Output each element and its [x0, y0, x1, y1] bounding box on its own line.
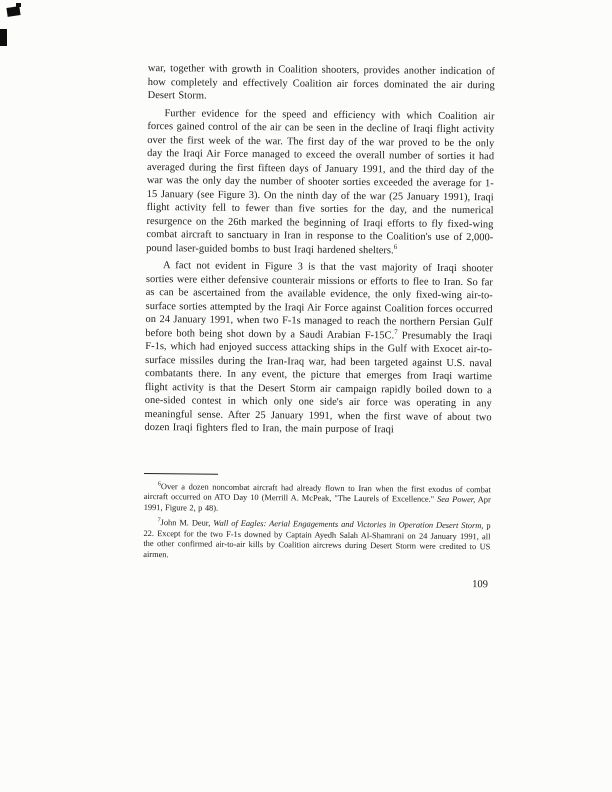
body-paragraph — [144, 259, 493, 438]
paragraph-text: Further evidence for the speed and efficiency with which Coalition air forces gained control of the air can be seen in the decline of Iraqi flight activity over the first week of the war. The first day of the war proved to be the only day the Iraqi Air Force managed to exceed the overall number of sorties it had averaged during the first fifteen days of January 1991, and the third day of the war was the only day the number of shooter sorties exceeded the average for 1-15 January (see Figure 3). On the ninth day of the war (25 January 1991), Iraqi flight activity fell to fewer than five sorties for the day, and the numerical resurgence on the 26th marked the beginning of Iraqi efforts to fly fixed-wing combat aircraft to sanctuary in Iran in response to the Coalition's use of 2,000-pound laser-guided bombs to bust Iraqi hardened shelters. — [146, 107, 495, 256]
footnote-italic-title: Sea Power, — [437, 494, 476, 505]
footnote-7 — [143, 518, 490, 564]
footnote-separator-rule — [144, 472, 218, 474]
footnote-marker: 6 — [157, 480, 161, 487]
text-block — [143, 62, 495, 590]
page-number: 109 — [472, 578, 489, 590]
paragraph-text: A fact not evident in Figure 3 is that the vast majority of Iraqi shooter sorties were either defensive counterair missions or efforts to flee to Iran. So far as can be ascertained from the available evidence, the only fixed-wing air-to-surface sorties attempted by the Iraqi Air Force against Coalition forces occurred on 24 January 1991, when two F-1s managed to reach the northern Persian Gulf before both being shot down by a Saudi Arabian F-15C. — [145, 260, 494, 341]
footnote-reference-6: 6 — [393, 243, 398, 251]
body-paragraph-continuation — [148, 62, 495, 106]
paragraph-text: war, together with growth in Coalition shooters, provides another indication of how completely and effectively Coalition air forces dominated the air during Desert Storm. — [147, 62, 495, 102]
footnote-text: p 22. Except for the two F-1s downed by Captain Ayedh Salah Al-Shamrani on 24 January 1991, all the other confirmed air-to-air kills by Coalition aircrews during Desert Storm were credited to US airmen. — [143, 521, 491, 560]
footnote-reference-7: 7 — [394, 328, 398, 336]
footnote-6 — [144, 481, 491, 516]
scan-artifact — [16, 3, 21, 7]
footnote-text: Over a dozen noncombat aircraft had already flown to Iran when the first exodus of combat aircraft occurred on ATO Day 10 (Merrill A. McPeak, "The Laurels of Excellence." — [143, 481, 491, 504]
scan-artifact — [0, 29, 7, 46]
footnote-text: John M. Deur, — [160, 518, 214, 528]
footnote-marker: 7 — [157, 517, 161, 524]
body-paragraph — [146, 106, 494, 258]
footnote-text: Apr 1991, Figure 2, p 48). — [143, 495, 491, 513]
footnote-italic-title: Wall of Eagles: Aerial Engagements and Victories in Operation Desert Storm, — [213, 518, 484, 531]
paragraph-text: Presumably the Iraqi F-1s, which had enjoyed success attacking ships in the Gulf with Exocet air-to-surface missiles during the Iran-Iraq war, had been targeted against U.S. naval combatants there. In any event, the picture that emerges from Iraqi wartime flight activity is that the Desert Storm air campaign rapidly boiled down to a one-sided contest in which only one side's air force was operating in any meaningful sense. After 25 January 1991, when the first wave of about two dozen Iraqi fighters fled to Iran, the main purpose of Iraqi — [144, 329, 493, 436]
scan-artifact — [6, 6, 20, 17]
